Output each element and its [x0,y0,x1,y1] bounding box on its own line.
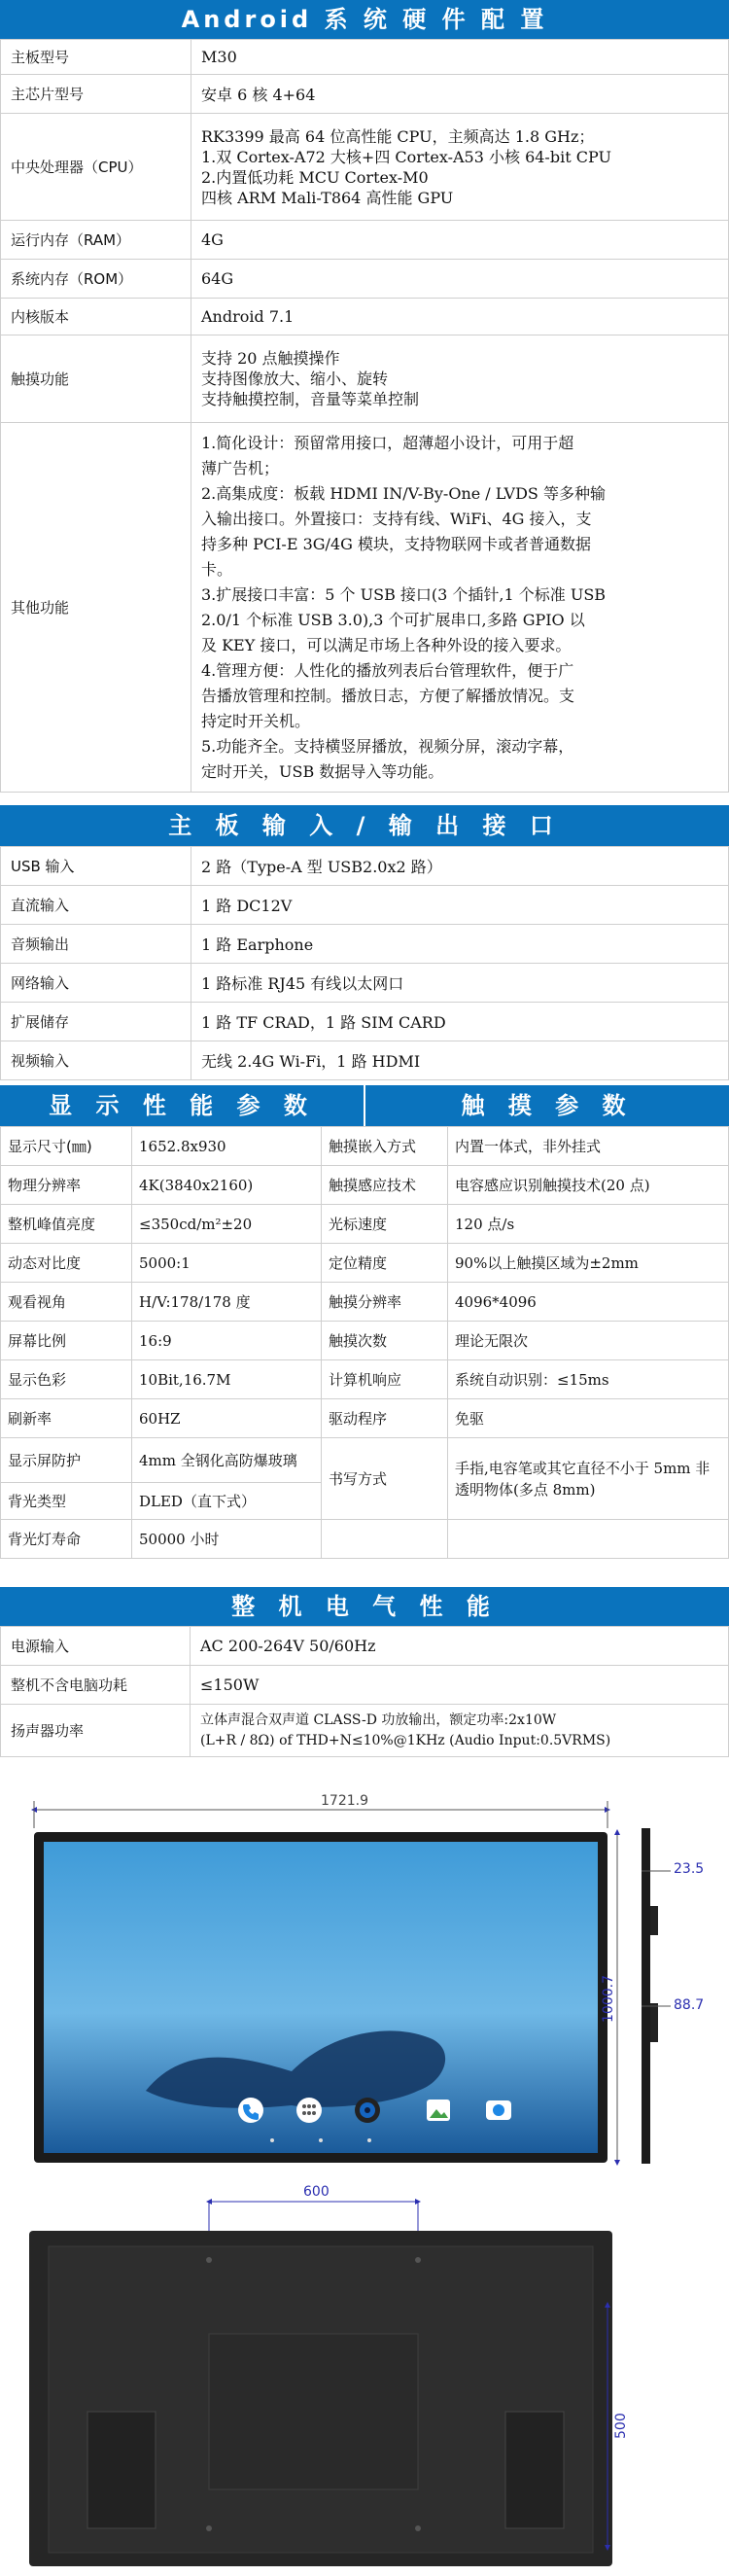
row-key: 物理分辨率 [1,1166,132,1205]
back-center-plate [209,2334,418,2489]
io-table [0,846,729,1080]
gallery-icon [427,2100,450,2121]
table-row [1,1666,729,1705]
row-key: USB 输入 [1,847,191,886]
row-key: 其他功能 [1,423,191,793]
row-line: 2.0/1 个标准 USB 3.0),3 个可扩展串口,多路 GPIO 以 [201,610,585,629]
row-key: 动态对比度 [1,1244,132,1283]
table-row [1,1322,729,1360]
electric-table [0,1626,729,1757]
table-row [1,1127,729,1166]
table-row [1,847,729,886]
row-key: 直流输入 [1,886,191,925]
table-row [1,75,729,114]
row-key: 内核版本 [1,299,191,335]
row-key: 电源输入 [1,1627,191,1666]
row-value: M30 [191,40,729,75]
row-key: 音频输出 [1,925,191,964]
table-row [1,1041,729,1080]
row-key: 背光灯寿命 [1,1520,132,1559]
row-value: 90%以上触摸区域为±2mm [448,1244,729,1283]
row-value: 4096*4096 [448,1283,729,1322]
row-key: 屏幕比例 [1,1322,132,1360]
row-key: 背光类型 [1,1483,132,1520]
table-row [1,1399,729,1438]
side-bracket [650,2003,658,2042]
table-row [1,886,729,925]
table-row [1,1283,729,1322]
nav-dot [270,2138,274,2142]
table-row [1,40,729,75]
row-value [191,1705,729,1757]
table-row [1,1705,729,1757]
row-line: 入输出接口。外置接口：支持有线、WiFi、4G 接入，支 [201,509,592,528]
row-line: 立体声混合双声道 CLASS-D 功放输出，额定功率:2x10W [200,1711,557,1728]
row-value: 2 路（Type-A 型 USB2.0x2 路） [191,847,729,886]
table-row [1,925,729,964]
row-value: 系统自动识别：≤15ms [448,1360,729,1399]
row-line: 支持 20 点触摸操作 [201,349,340,368]
apps-icon [296,2098,322,2123]
row-key: 计算机响应 [322,1360,448,1399]
row-value: 60HZ [132,1399,322,1438]
table-row [1,299,729,335]
side-bracket [650,1906,658,1935]
row-value: AC 200-264V 50/60Hz [191,1627,729,1666]
row-value: 16:9 [132,1322,322,1360]
row-key: 显示色彩 [1,1360,132,1399]
row-key: 显示屏防护 [1,1438,132,1483]
row-line: 3.扩展接口丰富：5 个 USB 接口(3 个插针,1 个标准 USB [201,584,607,604]
mount-hole [415,2525,421,2531]
row-key: 定位精度 [322,1244,448,1283]
row-value [191,423,729,793]
phone-icon [238,2098,263,2123]
table-row [1,1166,729,1205]
table-row [1,1627,729,1666]
table-row [1,1520,729,1559]
row-key: 扩展储存 [1,1003,191,1041]
row-value [191,335,729,423]
vesa-height-label: 500 [613,2413,629,2439]
row-value: Android 7.1 [191,299,729,335]
row-key: 运行内存（RAM） [1,221,191,260]
row-value: 50000 小时 [132,1520,322,1559]
display-touch-title-bar [0,1085,729,1126]
row-key: 观看视角 [1,1283,132,1322]
row-value: 64G [191,260,729,299]
row-key: 整机峰值亮度 [1,1205,132,1244]
row-line: 持定时开关机。 [201,711,311,730]
row-key: 整机不含电脑功耗 [1,1666,191,1705]
row-value: 1 路 TF CRAD，1 路 SIM CARD [191,1003,729,1041]
row-key: 光标速度 [322,1205,448,1244]
io-title-bar: 主 板 输 入 / 输 出 接 口 [0,805,729,846]
width-label: 1721.9 [321,1793,368,1809]
nav-dot [319,2138,323,2142]
row-value: ≤150W [191,1666,729,1705]
row-line: 支持图像放大、缩小、旋转 [201,370,389,388]
table-row [1,423,729,793]
row-line: RK3399 最高 64 位高性能 CPU，主频高达 1.8 GHz； [201,126,595,146]
row-value: 内置一体式，非外挂式 [448,1127,729,1166]
touch-title: 触 摸 参 数 [365,1085,729,1126]
row-key: 触摸嵌入方式 [322,1127,448,1166]
side-profile [642,1828,650,2164]
row-value [448,1520,729,1559]
row-key: 显示尺寸(㎜) [1,1127,132,1166]
row-line: 持多种 PCI-E 3G/4G 模块，支持物联网卡或者普通数据 [201,534,591,553]
row-key: 触摸分辨率 [322,1283,448,1322]
height-label: 1000.7 [601,1975,616,2023]
electric-title-bar: 整 机 电 气 性 能 [0,1587,729,1626]
row-key: 主芯片型号 [1,75,191,114]
row-key: 网络输入 [1,964,191,1003]
row-key: 主板型号 [1,40,191,75]
row-key: 视频输入 [1,1041,191,1080]
hardware-table [0,39,729,793]
row-line: (L+R / 8Ω) of THD+N≤10%@1KHz (Audio Input:0.5VRMS) [200,1732,611,1748]
depth-side-label: 88.7 [674,1997,705,2013]
hardware-title-bar: Android 系 统 硬 件 配 置 [0,0,729,39]
camera-icon [486,2100,511,2120]
table-row [1,964,729,1003]
mount-hole [415,2257,421,2263]
table-row [1,221,729,260]
row-line: 告播放管理和控制。播放日志，方便了解播放情况。支 [201,686,575,705]
row-value: 5000:1 [132,1244,322,1283]
row-line: 薄广告机； [201,458,280,477]
table-row [1,1003,729,1041]
display-touch-table [0,1126,729,1559]
camera-lens-icon [355,2098,380,2123]
row-line: 2.内置低功耗 MCU Cortex-M0 [201,167,429,187]
row-key: 触摸感应技术 [322,1166,448,1205]
row-value: 1 路 DC12V [191,886,729,925]
row-line: 1.双 Cortex-A72 大核+四 Cortex-A53 小核 64-bit CPU [201,147,611,166]
row-key: 中央处理器（CPU） [1,114,191,221]
row-line: 1.简化设计：预留常用接口，超薄超小设计，可用于超 [201,433,574,452]
row-key: 书写方式 [322,1438,448,1520]
back-port-box [87,2412,156,2528]
row-line: 支持触摸控制，音量等菜单控制 [201,390,420,408]
row-value: 120 点/s [448,1205,729,1244]
row-value: 4G [191,221,729,260]
table-row [1,335,729,423]
row-value: ≤350cd/m²±20 [132,1205,322,1244]
table-row [1,114,729,221]
table-row [1,1360,729,1399]
row-value: DLED（直下式） [132,1483,322,1520]
row-value: 电容感应识别触摸技术(20 点) [448,1166,729,1205]
row-line: 2.高集成度：板载 HDMI IN/V-By-One / LVDS 等多种输 [201,483,606,503]
row-value: H/V:178/178 度 [132,1283,322,1322]
row-value [191,114,729,221]
row-value: 1 路标准 RJ45 有线以太网口 [191,964,729,1003]
row-line: 四核 ARM Mali-T864 高性能 GPU [201,188,454,207]
row-line: 4.管理方便：人性化的播放列表后台管理软件，便于广 [201,660,574,680]
back-port-box [505,2412,564,2528]
row-line: 5.功能齐全。支持横竖屏播放，视频分屏，滚动字幕， [201,736,574,756]
row-value: 理论无限次 [448,1322,729,1360]
table-row [1,1205,729,1244]
row-key [322,1520,448,1559]
depth-top-label: 23.5 [674,1861,705,1877]
row-line: 定时开关，USB 数据导入等功能。 [201,761,444,781]
table-row [1,260,729,299]
product-dimension-drawing [0,1789,729,2576]
row-value: 4K(3840x2160) [132,1166,322,1205]
row-key: 扬声器功率 [1,1705,191,1757]
row-key: 触摸功能 [1,335,191,423]
display-title: 显 示 性 能 参 数 [0,1085,365,1126]
row-value: 10Bit,16.7M [132,1360,322,1399]
row-value: 安卓 6 核 4+64 [191,75,729,114]
row-line: 及 KEY 接口，可以满足市场上各种外设的接入要求。 [201,635,572,654]
mount-hole [206,2257,212,2263]
row-line: 卡。 [201,559,233,579]
row-key: 刷新率 [1,1399,132,1438]
row-value: 1 路 Earphone [191,925,729,964]
mount-hole [206,2525,212,2531]
row-value: 4mm 全钢化高防爆玻璃 [132,1438,322,1483]
vesa-width-label: 600 [303,2184,330,2200]
nav-dot [367,2138,371,2142]
row-value: 无线 2.4G Wi-Fi，1 路 HDMI [191,1041,729,1080]
row-value: 免驱 [448,1399,729,1438]
row-key: 驱动程序 [322,1399,448,1438]
row-key: 系统内存（ROM） [1,260,191,299]
row-value: 手指,电容笔或其它直径不小于 5mm 非透明物体(多点 8mm) [448,1438,729,1520]
table-row [1,1244,729,1283]
row-key: 触摸次数 [322,1322,448,1360]
table-row [1,1438,729,1483]
row-value: 1652.8x930 [132,1127,322,1166]
